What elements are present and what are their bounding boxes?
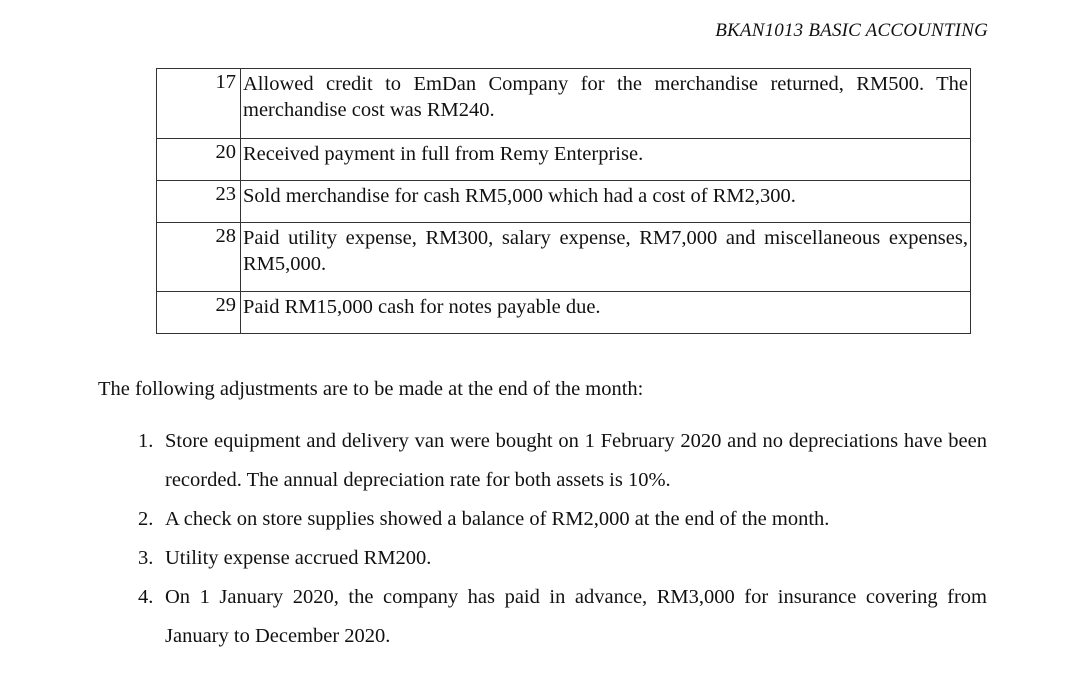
list-item bbox=[138, 500, 987, 539]
transaction-description: Paid RM15,000 cash for notes payable due. bbox=[241, 292, 971, 334]
table-row bbox=[157, 181, 971, 223]
list-item-number: 1. bbox=[138, 430, 154, 452]
transaction-day: 23 bbox=[157, 181, 241, 223]
transaction-description: Paid utility expense, RM300, salary expense, RM7,000 and miscellaneous expenses, RM5,000. bbox=[241, 223, 971, 292]
transaction-day: 29 bbox=[157, 292, 241, 334]
list-item bbox=[138, 422, 987, 500]
page-header-course-title: BKAN1013 BASIC ACCOUNTING bbox=[715, 20, 988, 41]
table-row bbox=[157, 292, 971, 334]
transaction-description: Allowed credit to EmDan Company for the merchandise returned, RM500. The merchandise cost was RM240. bbox=[241, 69, 971, 139]
transaction-day: 28 bbox=[157, 223, 241, 292]
adjustments-intro: The following adjustments are to be made at the end of the month: bbox=[98, 378, 644, 400]
list-item bbox=[138, 539, 987, 578]
list-item-number: 3. bbox=[138, 547, 154, 569]
transaction-description: Sold merchandise for cash RM5,000 which had a cost of RM2,300. bbox=[241, 181, 971, 223]
list-item-number: 2. bbox=[138, 508, 154, 530]
table-row bbox=[157, 223, 971, 292]
table-row bbox=[157, 139, 971, 181]
transaction-day: 20 bbox=[157, 139, 241, 181]
transactions-table bbox=[156, 68, 971, 334]
list-item-text: A check on store supplies showed a balance of RM2,000 at the end of the month. bbox=[165, 508, 830, 530]
list-item-text: On 1 January 2020, the company has paid in advance, RM3,000 for insurance covering from January to December 2020. bbox=[165, 586, 987, 647]
list-item-number: 4. bbox=[138, 586, 154, 608]
list-item-text: Utility expense accrued RM200. bbox=[165, 547, 432, 569]
transaction-day: 17 bbox=[157, 69, 241, 139]
list-item-text: Store equipment and delivery van were bought on 1 February 2020 and no depreciations have been recorded. The annual depreciation rate for both assets is 10%. bbox=[165, 430, 987, 491]
table-row bbox=[157, 69, 971, 139]
list-item bbox=[138, 578, 987, 656]
transaction-description: Received payment in full from Remy Enterprise. bbox=[241, 139, 971, 181]
adjustments-list bbox=[138, 422, 987, 656]
